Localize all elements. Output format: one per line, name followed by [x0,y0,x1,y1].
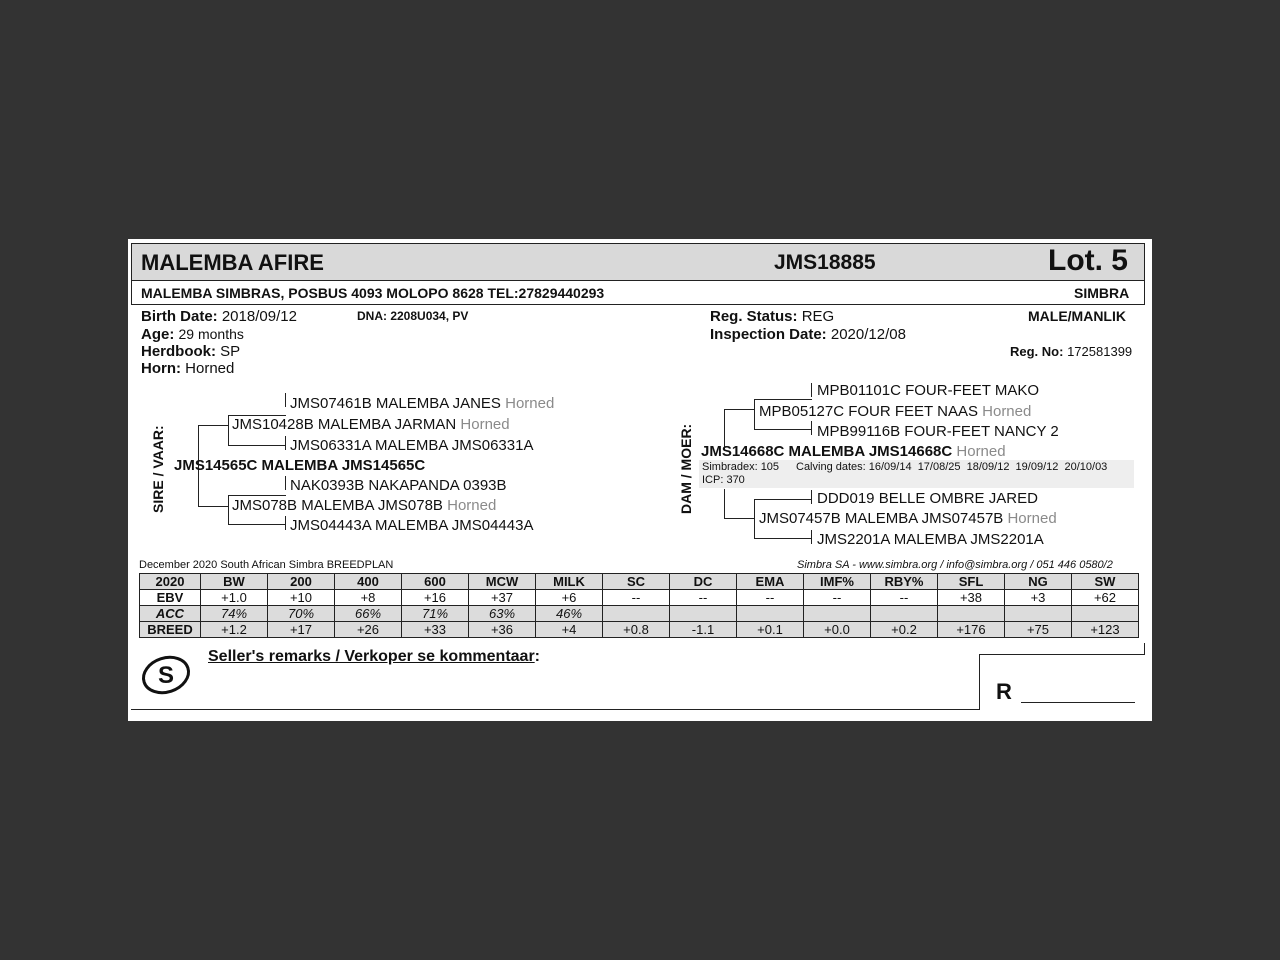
table-cell: +38 [938,590,1005,606]
table-cell: 74% [201,606,268,622]
table-header: 400 [335,574,402,590]
table-cell: +0.8 [603,622,670,638]
table-header: MILK [536,574,603,590]
table-row [140,606,1139,622]
table-cell: -- [603,590,670,606]
dam-dam-dam: JMS2201A MALEMBA JMS2201A [817,531,1044,548]
table-header: RBY% [871,574,938,590]
breed-name: SIMBRA [1074,285,1130,301]
table-cell: +1.0 [201,590,268,606]
lot-card [128,239,1152,721]
table-cell: -- [670,590,737,606]
sire-dam: JMS078B MALEMBA JMS078B Horned [232,497,497,514]
calving-dates: Calving dates: 16/09/14 17/08/25 18/09/12 19/09/12 20/10/03 [796,461,1108,473]
table-cell: +10 [268,590,335,606]
dam-sire-dam: MPB99116B FOUR-FEET NANCY 2 [817,423,1059,440]
table-cell: +0.1 [737,622,804,638]
logo-letter: S [157,662,175,689]
table-cell: +36 [469,622,536,638]
herdbook: Herdbook: SP [141,343,241,360]
table-cell: -- [737,590,804,606]
table-header: EMA [737,574,804,590]
breedplan-caption: December 2020 South African Simbra BREEDPLAN [139,559,394,571]
dam-dam: JMS07457B MALEMBA JMS07457B Horned [759,510,1057,527]
table-cell [670,606,737,622]
table-cell: -- [804,590,871,606]
table-cell: +62 [1072,590,1139,606]
table-header: 600 [402,574,469,590]
animal-id: JMS18885 [774,251,876,274]
simbra-logo-icon [139,651,195,697]
table-cell: +4 [536,622,603,638]
sire-dam-dam: JMS04443A MALEMBA JMS04443A [290,517,534,534]
table-cell [737,606,804,622]
simbradex: Simbradex: 105 [702,461,780,473]
dam-side-label: DAM / MOER: [678,423,694,514]
breeder-info: MALEMBA SIMBRAS, POSBUS 4093 MOLOPO 8628 TEL:27829440293 [141,285,605,301]
table-cell: +26 [335,622,402,638]
table-cell [938,606,1005,622]
table-header: IMF% [804,574,871,590]
sire-sire: JMS10428B MALEMBA JARMAN Horned [232,416,510,433]
table-cell: 46% [536,606,603,622]
contact-caption: Simbra SA - www.simbra.org / info@simbra.org / 051 446 0580/2 [797,559,1113,571]
seller-remarks-heading: Seller's remarks / Verkoper se kommentaar: [208,648,540,665]
table-cell: -- [871,590,938,606]
price-line [1021,702,1135,703]
ebv-table [139,573,1139,638]
table-cell: BREED [140,622,201,638]
table-header: SC [603,574,670,590]
table-header: MCW [469,574,536,590]
table-row [140,590,1139,606]
table-cell: +17 [268,622,335,638]
sire-name: JMS14565C MALEMBA JMS14565C [174,457,426,474]
table-cell: +6 [536,590,603,606]
table-cell: -1.1 [670,622,737,638]
horn-status: Horn: Horned [141,360,235,377]
table-cell [603,606,670,622]
table-cell: +16 [402,590,469,606]
table-header: BW [201,574,268,590]
sire-side-label: SIRE / VAAR: [150,425,166,513]
table-cell: 66% [335,606,402,622]
reg-status: Reg. Status: REG [710,308,835,325]
table-row [140,622,1139,638]
table-cell: 71% [402,606,469,622]
table-cell [1005,606,1072,622]
table-header: 200 [268,574,335,590]
sire-dam-sire: NAK0393B NAKAPANDA 0393B [290,477,507,494]
table-header: SFL [938,574,1005,590]
sex: MALE/MANLIK [1028,308,1126,324]
table-header: NG [1005,574,1072,590]
icp: ICP: 370 [702,474,745,486]
table-cell: +0.2 [871,622,938,638]
table-cell: +123 [1072,622,1139,638]
table-cell: +75 [1005,622,1072,638]
table-header: 2020 [140,574,201,590]
table-cell: +176 [938,622,1005,638]
dam-sire: MPB05127C FOUR FEET NAAS Horned [759,403,1032,420]
table-cell: ACC [140,606,201,622]
table-cell [1072,606,1139,622]
sire-sire-dam: JMS06331A MALEMBA JMS06331A [290,437,534,454]
table-cell: 70% [268,606,335,622]
table-cell: 63% [469,606,536,622]
table-cell: +37 [469,590,536,606]
table-cell: +8 [335,590,402,606]
table-cell: +0.0 [804,622,871,638]
birth-date: Birth Date: 2018/09/12 [141,308,297,325]
table-cell: +33 [402,622,469,638]
table-cell: +3 [1005,590,1072,606]
dam-dam-sire: DDD019 BELLE OMBRE JARED [817,490,1038,507]
table-cell: EBV [140,590,201,606]
table-header-row [140,574,1139,590]
dna-info: DNA: 2208U034, PV [357,309,469,323]
table-cell [804,606,871,622]
table-cell: +1.2 [201,622,268,638]
inspection-date: Inspection Date: 2020/12/08 [710,326,906,343]
price-label: R [996,679,1012,704]
dam-sire-sire: MPB01101C FOUR-FEET MAKO [817,382,1039,399]
table-cell [871,606,938,622]
sire-sire-sire: JMS07461B MALEMBA JANES Horned [290,395,555,412]
age: Age: 29 months [141,326,244,343]
dam-name: JMS14668C MALEMBA JMS14668C Horned [701,443,1006,460]
reg-number: Reg. No: 172581399 [1010,344,1133,359]
table-header: SW [1072,574,1139,590]
lot-number: Lot. 5 [1048,244,1128,277]
table-header: DC [670,574,737,590]
animal-name: MALEMBA AFIRE [141,250,324,275]
